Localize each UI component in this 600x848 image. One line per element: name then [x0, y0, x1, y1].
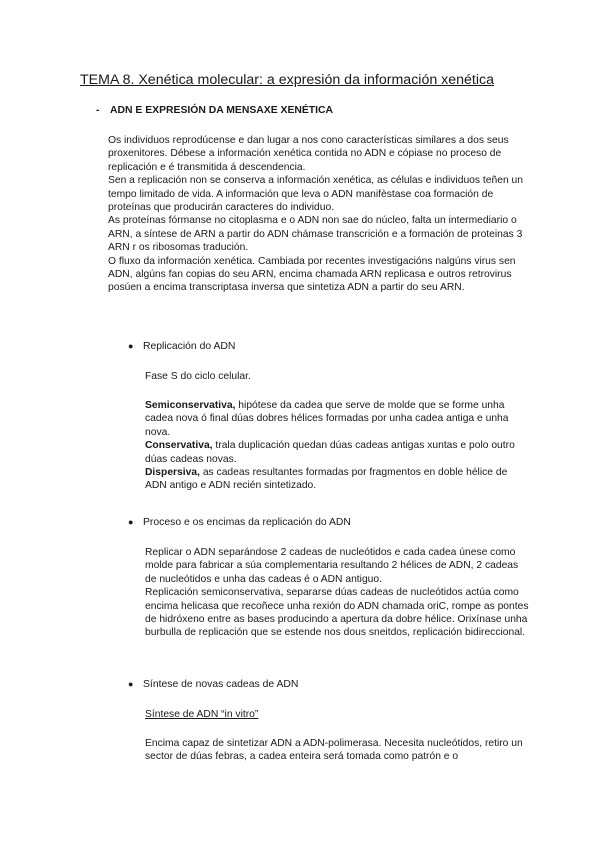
- bullet-replicacion: [128, 341, 235, 352]
- hypotheses-block: [145, 399, 530, 493]
- section-heading: [96, 105, 333, 116]
- section-heading-text: ADN E EXPRESIÓN DA MENSAXE XENÉTICA: [110, 105, 334, 116]
- semi-text: hipótese da cadea que serve de molde que se forme unha cadea nova ó final dúas dobres hélices formadas por unha cadea antiga e unha nova.: [145, 400, 509, 438]
- hypothesis-disp: [145, 466, 530, 493]
- term-conservativa: Conservativa,: [145, 440, 213, 452]
- bullet-label: Replicación do ADN: [143, 341, 236, 352]
- intro-paragraph: As proteínas fórmanse no citoplasma e o ADN non sae do núcleo, falta un intermediario o ARN, a síntese de ARN a partir do ADN chámase transcrición e a formación de proteinas 3 ARN r os ribosomas tradución.: [108, 215, 523, 254]
- hypothesis-cons: [145, 439, 530, 466]
- term-semiconservativa: Semiconservativa,: [145, 400, 236, 411]
- bullet-sintese: [128, 679, 298, 690]
- bullet-marker-icon: ●: [128, 679, 134, 689]
- bullet-proceso: [128, 517, 351, 528]
- sintese-subheading-block: [145, 708, 530, 721]
- proceso-paragraph-2: Replicación semiconservativa, separarse dúas cadeas de nucleótidos actúa como encima helicasa que recoñece unha rexión do ADN chamada oriC, rompe as pontes de hidróxeno entre as bases producindo a apertura da dobre hélice. Orixínase unha burbulla de replicación que se estende nos dous sneitdos, replicación bidireccional.: [145, 587, 529, 639]
- bullet-marker-icon: ●: [128, 517, 134, 527]
- cons-text: trala duplicación quedan dúas cadeas antigas xuntas e polo outro dúas cadeas novas.: [145, 440, 515, 465]
- page-title: TEMA 8. Xenética molecular: a expresión da información xenética: [80, 72, 495, 88]
- sintese-paragraph: Encima capaz de sintetizar ADN a ADN-polimerasa. Necesita nucleótidos, retiro un sector de dúas febras, a cadea enteira será tomada como patrón e o: [145, 738, 523, 763]
- phase-paragraph: Fase S do ciclo celular.: [145, 371, 251, 382]
- bullet-marker-icon: ●: [128, 341, 134, 351]
- bullet-label: Proceso e os encimas da replicación do ADN: [143, 517, 351, 528]
- proceso-block: [145, 546, 530, 640]
- intro-paragraph: Os individuos reprodúcense e dan lugar a nos cono características similares a dos seus proxenitores. Débese a información xenética contida no ADN e cópiase no proceso de replicación e é transmitida á descendencia.: [108, 135, 509, 173]
- term-dispersiva: Dispersiva,: [145, 467, 200, 479]
- hypothesis-semi: [145, 399, 530, 439]
- disp-text: as cadeas resultantes formadas por fragmentos en doble hélice de ADN antigo e ADN recién sintetizado.: [145, 467, 508, 492]
- intro-paragraph: Sen a replicación non se conserva a información xenética, as células e individuos teñen un tempo limitado de vida. A información que leva o ADN manifèstase coa formación de proteínas que producirán caracteres do individuo.: [108, 175, 523, 214]
- phase-text: [145, 370, 530, 383]
- intro-block: [108, 134, 528, 295]
- sintese-block: [145, 737, 530, 764]
- sintese-subheading: Síntese de ADN “in vitro”: [145, 709, 259, 720]
- section-dash: -: [96, 105, 100, 116]
- intro-paragraph: O fluxo da información xenética. Cambiada por recentes investigacións nalgúns virus sen ADN, algúns fan copias do seu ARN, encima chamada ARN replicasa e outros retrovirus posúen a encima transcriptasa inversa que sintetiza ADN a partir do seu ARN.: [108, 255, 516, 294]
- proceso-paragraph-1: Replicar o ADN separándose 2 cadeas de nucleótidos e cada cadea únese como molde para fabricar a súa complementaria resultando 2 hélices de ADN, 2 cadeas de nucleótidos e unha das cadeas é o ADN antiguo.: [145, 547, 519, 585]
- bullet-label: Síntese de novas cadeas de ADN: [143, 679, 299, 690]
